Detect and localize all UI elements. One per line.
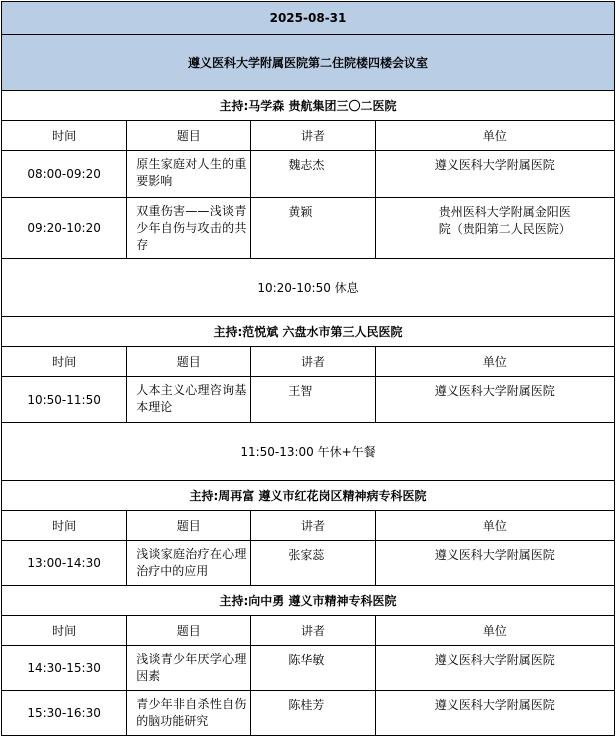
- column-header-topic: 题目: [127, 511, 251, 541]
- session-chair-row: [2, 481, 615, 511]
- talk-topic: 双重伤害——浅谈青少年自伤与攻击的共存: [127, 198, 251, 259]
- break-label: 10:20-10:50 休息: [2, 259, 615, 317]
- talk-time: 09:20-10:20: [2, 198, 127, 259]
- column-header-row: [2, 347, 615, 377]
- column-header-speaker: 讲者: [251, 347, 375, 377]
- break-label: 11:50-13:00 午休+午餐: [2, 423, 615, 481]
- session-chair: 主持:周再富 遵义市红花岗区精神病专科医院: [2, 481, 615, 511]
- schedule-table: [1, 1, 615, 736]
- column-header-unit: 单位: [375, 347, 614, 377]
- talk-unit: 遵义医科大学附属医院: [375, 151, 614, 198]
- session-chair: 主持:范悦斌 六盘水市第三人民医院: [2, 317, 615, 347]
- column-header-time: 时间: [2, 347, 127, 377]
- talk-speaker: 张家蕊: [251, 541, 375, 586]
- talk-topic: 青少年非自杀性自伤的脑功能研究: [127, 691, 251, 736]
- column-header-topic: 题目: [127, 616, 251, 646]
- column-header-time: 时间: [2, 511, 127, 541]
- schedule-date: 2025-08-31: [2, 2, 615, 35]
- talk-time: 13:00-14:30: [2, 541, 127, 586]
- column-header-topic: 题目: [127, 347, 251, 377]
- session-chair: 主持:马学森 贵航集团三〇二医院: [2, 91, 615, 121]
- column-header-speaker: 讲者: [251, 616, 375, 646]
- break-row: [2, 423, 615, 481]
- session-chair: 主持:向中勇 遵义市精神专科医院: [2, 586, 615, 616]
- column-header-unit: 单位: [375, 616, 614, 646]
- column-header-row: [2, 616, 615, 646]
- talk-time: 10:50-11:50: [2, 377, 127, 423]
- talk-speaker: 王智: [251, 377, 375, 423]
- talk-topic: 浅谈青少年厌学心理因素: [127, 646, 251, 691]
- talk-topic: 浅谈家庭治疗在心理治疗中的应用: [127, 541, 251, 586]
- talk-row: [2, 646, 615, 691]
- talk-speaker: 黄颖: [251, 198, 375, 259]
- talk-row: [2, 198, 615, 259]
- venue-row: [2, 35, 615, 91]
- column-header-speaker: 讲者: [251, 121, 375, 151]
- talk-time: 14:30-15:30: [2, 646, 127, 691]
- talk-time: 08:00-09:20: [2, 151, 127, 198]
- session-chair-row: [2, 91, 615, 121]
- break-row: [2, 259, 615, 317]
- column-header-unit: 单位: [375, 511, 614, 541]
- session-chair-row: [2, 317, 615, 347]
- session-chair-row: [2, 586, 615, 616]
- talk-topic: 人本主义心理咨询基本理论: [127, 377, 251, 423]
- talk-row: [2, 691, 615, 736]
- column-header-unit: 单位: [375, 121, 614, 151]
- talk-unit: 遵义医科大学附属医院: [375, 377, 614, 423]
- column-header-topic: 题目: [127, 121, 251, 151]
- talk-row: [2, 377, 615, 423]
- column-header-time: 时间: [2, 121, 127, 151]
- talk-time: 15:30-16:30: [2, 691, 127, 736]
- talk-speaker: 陈华敏: [251, 646, 375, 691]
- talk-unit: 遵义医科大学附属医院: [375, 541, 614, 586]
- date-row: [2, 2, 615, 35]
- venue-title: 遵义医科大学附属医院第二住院楼四楼会议室: [2, 35, 615, 91]
- talk-row: [2, 151, 615, 198]
- column-header-row: [2, 511, 615, 541]
- column-header-speaker: 讲者: [251, 511, 375, 541]
- column-header-row: [2, 121, 615, 151]
- talk-topic: 原生家庭对人生的重要影响: [127, 151, 251, 198]
- talk-speaker: 魏志杰: [251, 151, 375, 198]
- column-header-time: 时间: [2, 616, 127, 646]
- talk-unit: 贵州医科大学附属金阳医院（贵阳第二人民医院）: [375, 198, 614, 259]
- talk-speaker: 陈桂芳: [251, 691, 375, 736]
- talk-unit: 遵义医科大学附属医院: [375, 691, 614, 736]
- talk-unit: 遵义医科大学附属医院: [375, 646, 614, 691]
- talk-row: [2, 541, 615, 586]
